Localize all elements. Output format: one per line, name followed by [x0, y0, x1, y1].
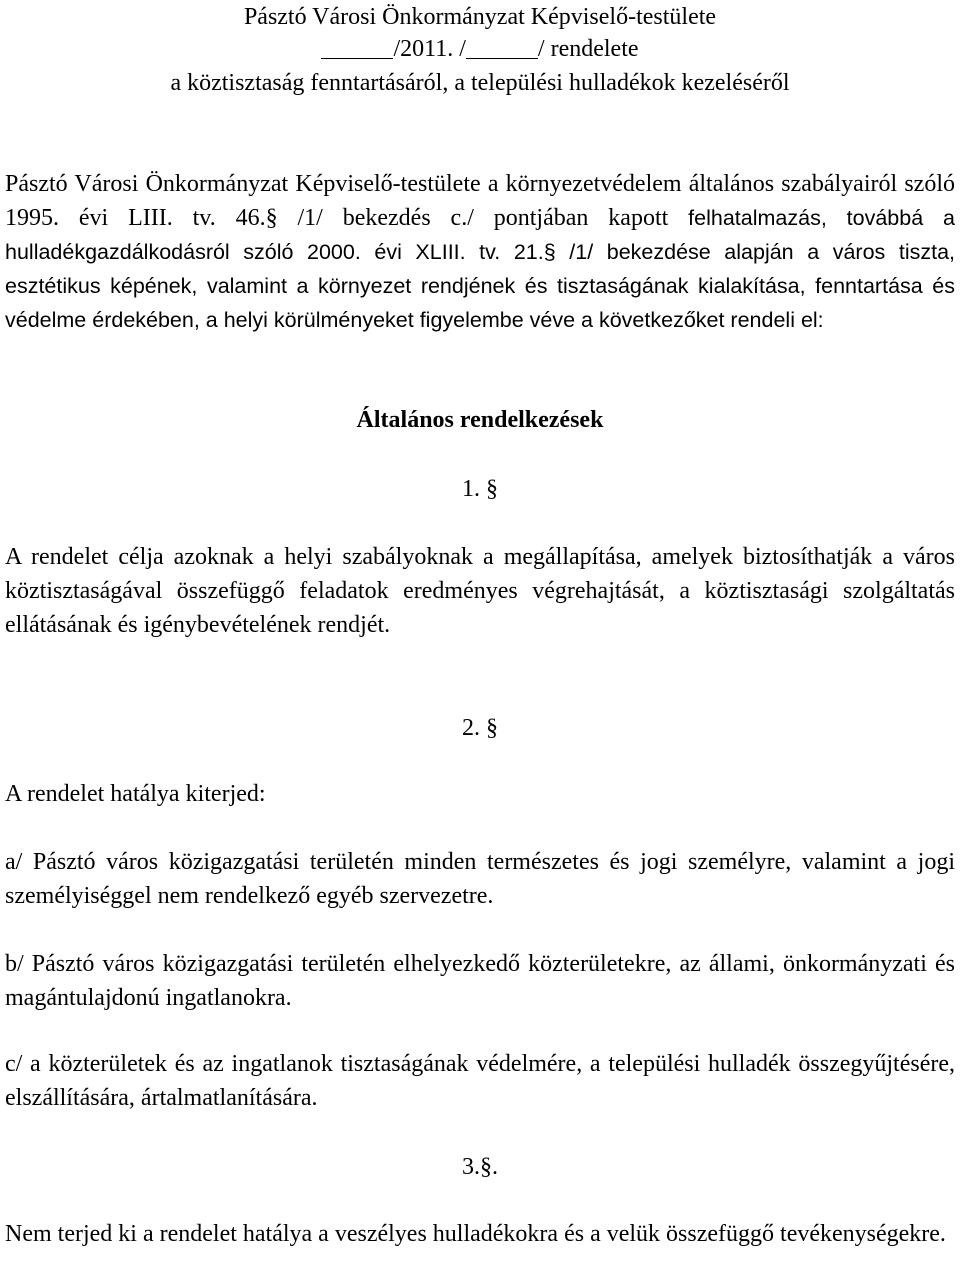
preamble-part3: /1/ bekezdése alapján a város tiszta, esztétikus képének, valamint a környezet rendjének és tisztaságának kialakítása, fenntartása és védelme érdekében, a helyi körülményeket figyelembe véve a következőket rendeli el: [5, 240, 956, 332]
preamble-part1: Pásztó Városi Önkormányzat Képviselő-testülete a környezetvédelem általános szabályairól szóló 1995. évi LIII. tv. 46.§ /1/ bekezdés c./ pontjában kapott [5, 171, 955, 231]
title-rendelete: / rendelete [537, 36, 639, 62]
scope-item-a: a/ Pásztó város közigazgatási területén minden természetes és jogi személyre, valamint a jogi személyiséggel nem rendelkező egyéb szervezetre. [5, 849, 955, 909]
section-3-number: 3.§. [462, 1154, 498, 1180]
blank-date-field [466, 34, 538, 59]
title-line-2 [5, 32, 955, 66]
preamble [5, 167, 955, 337]
exclusion-text: Nem terjed ki a rendelet hatálya a veszélyes hulladékokra és a velük összefüggő tevékenységekre. [5, 1221, 946, 1247]
blank-number-field [321, 34, 393, 59]
title-line-1: Pásztó Városi Önkormányzat Képviselő-testülete [243, 4, 717, 30]
title-line-3: a köztisztaság fenntartásáról, a települési hulladékok kezeléséről [170, 70, 790, 96]
preamble-part2: felhatalmazás, továbbá a hulladékgazdálkodásról szóló 2000. évi XLIII. tv. 21.§ [5, 206, 955, 264]
section-1-number: 1. § [462, 476, 498, 502]
title-date: /2011. / [393, 36, 466, 62]
scope-item-b: b/ Pásztó város közigazgatási területén elhelyezkedő közterületekre, az állami, önkormányzati és magántulajdonú ingatlanokra. [5, 951, 955, 1011]
section-heading: Általános rendelkezések [356, 407, 604, 433]
scope-item-c: c/ a közterületek és az ingatlanok tisztaságának védelmére, a települési hulladék összegyűjtésére, elszállítására, ártalmatlanítására. [5, 1051, 955, 1111]
scope-intro: A rendelet hatálya kiterjed: [5, 781, 266, 807]
section-1-text: A rendelet célja azoknak a helyi szabályoknak a megállapítása, amelyek biztosíthatják a város köztisztaságával összefüggő feladatok eredményes végrehajtását, a köztisztasági szolgáltatás ellátásának és igénybevételének rendjét. [5, 544, 955, 638]
section-2-number: 2. § [462, 715, 498, 741]
